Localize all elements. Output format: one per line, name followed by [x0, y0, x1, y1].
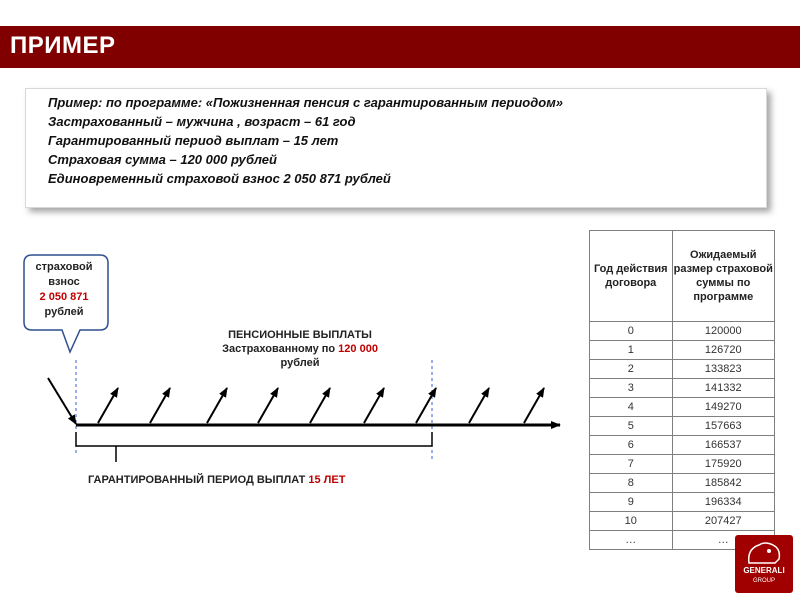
guaranteed-period-text: ГАРАНТИРОВАННЫЙ ПЕРИОД ВЫПЛАТ	[88, 474, 306, 486]
premium-callout-label: страховой взнос	[35, 261, 93, 288]
sum-cell: 126720	[672, 341, 774, 360]
table-header-row	[590, 231, 775, 322]
sum-cell: 185842	[672, 474, 774, 493]
table-row	[590, 474, 775, 493]
logo-text: GENERALI	[743, 566, 785, 575]
guaranteed-period-value: 15 ЛЕТ	[308, 474, 346, 486]
year-cell: 9	[590, 493, 673, 512]
sum-cell: 141332	[672, 379, 774, 398]
payout-title: ПЕНСИОННЫЕ ВЫПЛАТЫ	[228, 329, 372, 341]
sum-cell: 120000	[672, 322, 774, 341]
sum-cell: 149270	[672, 398, 774, 417]
table-row	[590, 455, 775, 474]
payout-arrow	[150, 388, 170, 423]
table-row	[590, 322, 775, 341]
year-cell: …	[590, 531, 673, 550]
logo-subtext: GROUP	[752, 578, 775, 584]
table-row	[590, 379, 775, 398]
year-cell: 2	[590, 360, 673, 379]
payout-caption	[190, 328, 410, 370]
year-cell: 5	[590, 417, 673, 436]
payout-arrow	[364, 388, 384, 423]
year-cell: 6	[590, 436, 673, 455]
payout-currency: рублей	[280, 357, 320, 369]
lion-icon	[735, 535, 793, 569]
year-cell: 10	[590, 512, 673, 531]
payout-arrows	[98, 388, 544, 423]
example-premium-line: Единовременный страховой взнос 2 050 871 рублей	[48, 171, 391, 186]
premium-callout-text	[22, 260, 106, 320]
generali-logo	[735, 535, 793, 593]
table-row	[590, 360, 775, 379]
premium-arrow	[48, 378, 76, 424]
premium-callout-amount: 2 050 871	[39, 291, 89, 303]
sum-table	[589, 230, 775, 550]
slide-title: ПРИМЕР	[10, 32, 116, 59]
year-cell: 8	[590, 474, 673, 493]
table-row	[590, 398, 775, 417]
sum-cell: 175920	[672, 455, 774, 474]
table-row	[590, 493, 775, 512]
example-insured-line: Застрахованный – мужчина , возраст – 61 год	[48, 114, 356, 129]
example-sum-line: Страховая сумма – 120 000 рублей	[48, 152, 277, 167]
sum-cell: 166537	[672, 436, 774, 455]
payout-recipient: Застрахованному по	[222, 343, 336, 355]
payout-arrow	[310, 388, 330, 423]
sum-cell: 133823	[672, 360, 774, 379]
sum-cell: 196334	[672, 493, 774, 512]
year-cell: 0	[590, 322, 673, 341]
year-cell: 7	[590, 455, 673, 474]
payout-arrow	[258, 388, 278, 423]
table-row	[590, 512, 775, 531]
premium-callout-currency: рублей	[44, 306, 84, 318]
table-row	[590, 417, 775, 436]
payout-arrow	[416, 388, 436, 423]
payout-arrow	[207, 388, 227, 423]
payout-amount: 120 000	[338, 343, 378, 355]
year-cell: 3	[590, 379, 673, 398]
period-bracket	[76, 432, 432, 446]
payout-arrow	[98, 388, 118, 423]
example-period-line: Гарантированный период выплат – 15 лет	[48, 133, 339, 148]
sum-cell: …	[672, 531, 774, 550]
payout-arrow	[469, 388, 489, 423]
header-expected-sum: Ожидаемый размер страховой суммы по программе	[672, 231, 774, 322]
header-year: Год действия договора	[590, 231, 673, 322]
year-cell: 4	[590, 398, 673, 417]
example-program-line: Пример: по программе: «Пожизненная пенсия с гарантированным периодом»	[48, 95, 564, 110]
payout-recipient-line	[190, 342, 410, 356]
sum-cell: 157663	[672, 417, 774, 436]
table-row	[590, 436, 775, 455]
guaranteed-period-label	[88, 474, 345, 486]
year-cell: 1	[590, 341, 673, 360]
sum-cell: 207427	[672, 512, 774, 531]
table-row	[590, 341, 775, 360]
payout-arrow	[524, 388, 544, 423]
